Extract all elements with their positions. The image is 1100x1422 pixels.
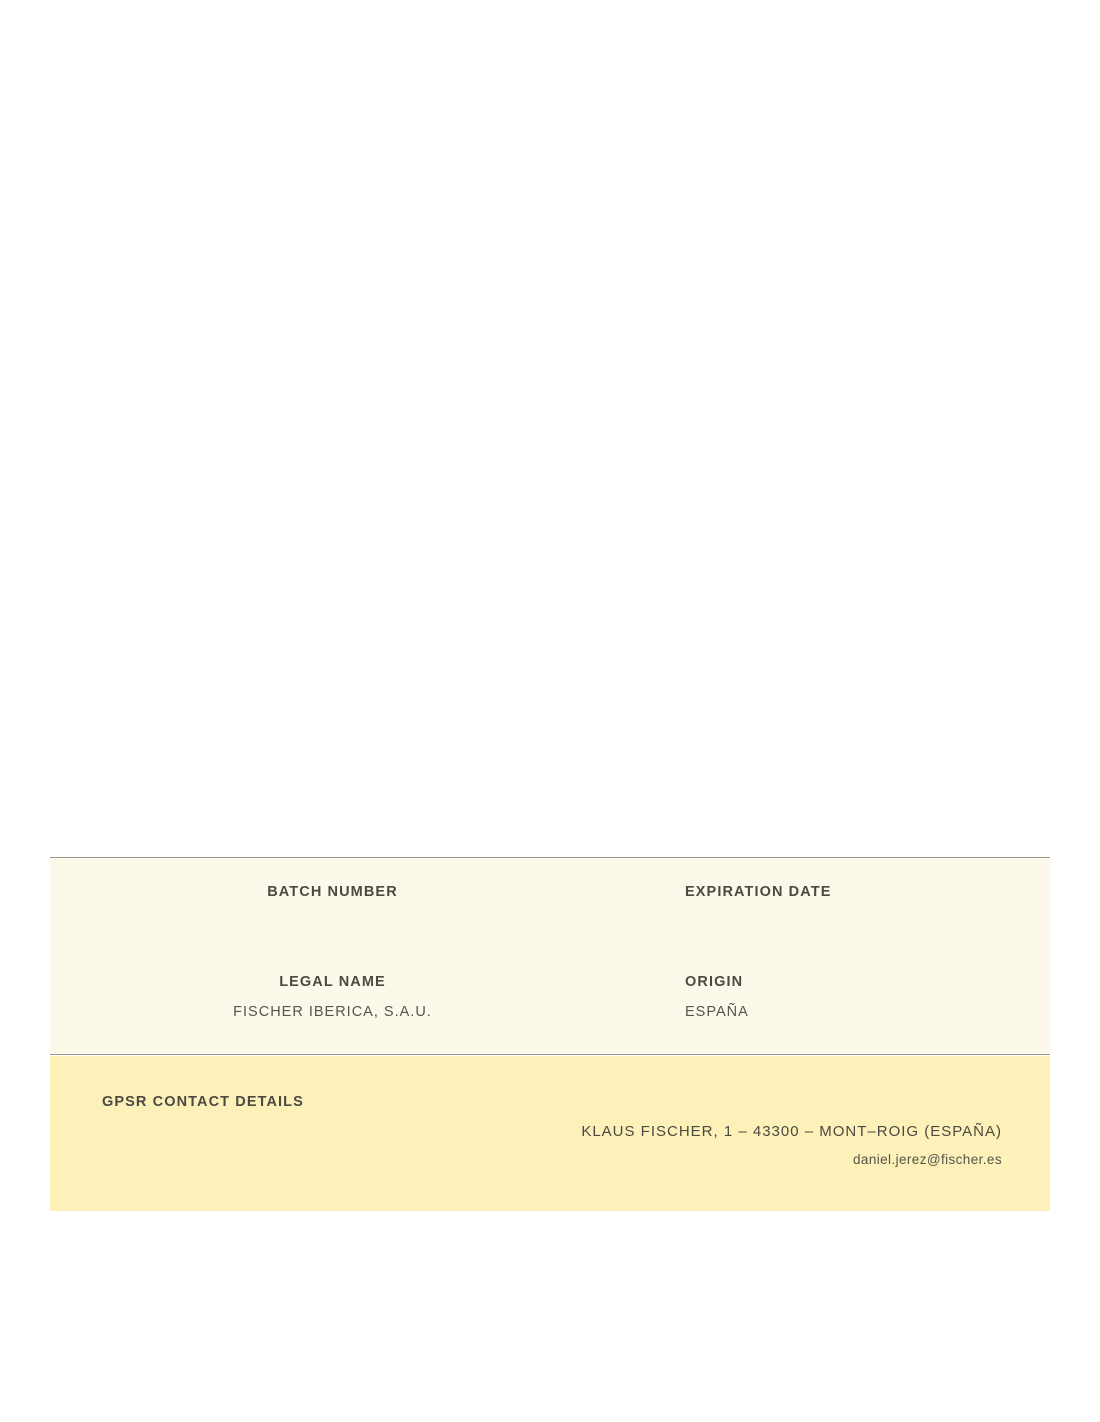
batch-number-label: BATCH NUMBER (267, 884, 398, 900)
field-origin (615, 972, 1050, 1022)
field-batch-number (50, 882, 615, 932)
gpsr-address: KLAUS FISCHER, 1 – 43300 – MONT–ROIG (ESPAÑA) (581, 1123, 1002, 1140)
gpsr-contact-values (581, 1121, 1002, 1170)
legal-name-label: LEGAL NAME (279, 974, 386, 990)
product-info-panel (50, 857, 1050, 1055)
gpsr-email[interactable]: daniel.jerez@fischer.es (853, 1152, 1002, 1167)
expiration-date-label: EXPIRATION DATE (685, 884, 832, 900)
expiration-date-value (685, 912, 1050, 932)
field-legal-name (50, 972, 615, 1022)
origin-value: ESPAÑA (685, 1004, 749, 1020)
gpsr-contact-details-label: GPSR CONTACT DETAILS (102, 1094, 304, 1110)
gpsr-contact-panel (50, 1056, 1050, 1211)
origin-label: ORIGIN (685, 974, 744, 990)
field-expiration-date (615, 882, 1050, 932)
legal-name-value: FISCHER IBERICA, S.A.U. (233, 1004, 432, 1020)
batch-number-value (50, 912, 615, 932)
info-row-legal (50, 972, 1050, 1022)
info-row-batch (50, 882, 1050, 932)
